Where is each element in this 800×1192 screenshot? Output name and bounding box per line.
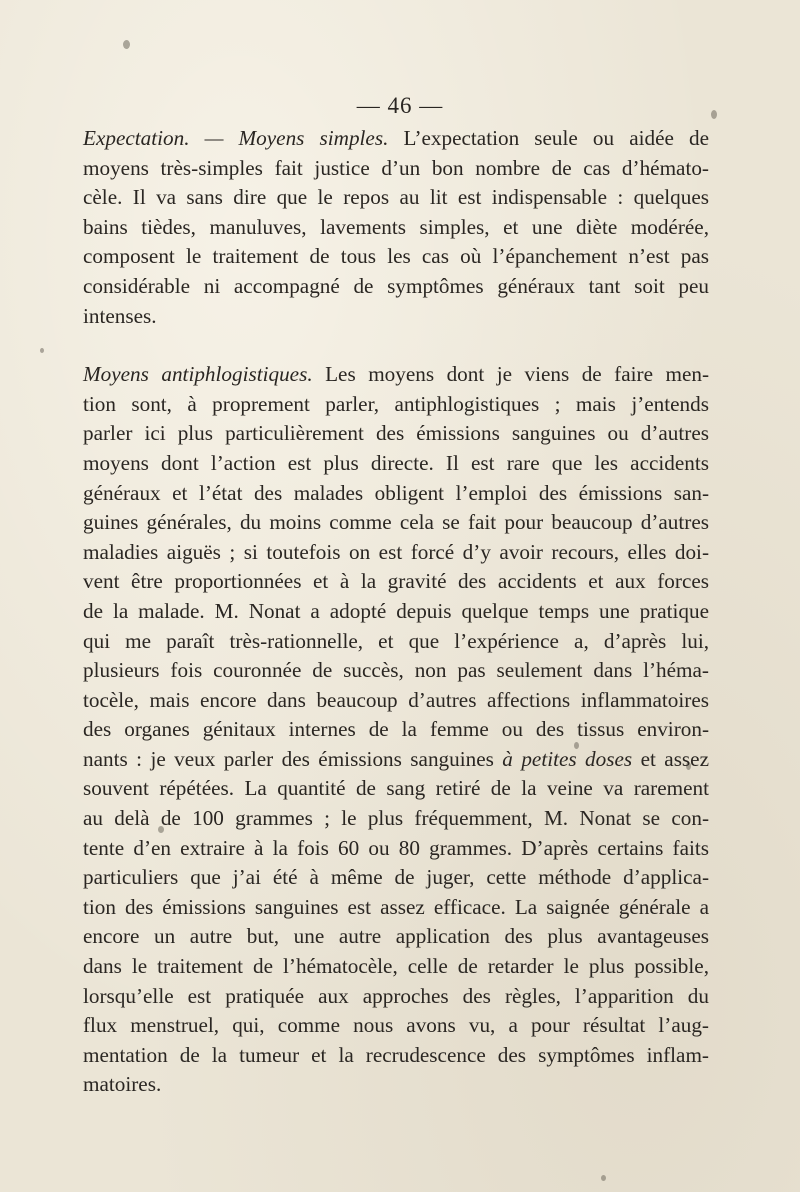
line-text: considérable ni accompagné de symptômes généraux tant soit peu [83,273,709,298]
line-text: matoires. [83,1072,162,1097]
text-line [83,124,709,154]
section-heading: Moyens antiphlogistiques. [83,362,313,387]
text-line [83,804,709,834]
text-line [83,213,709,243]
text-line [83,893,709,923]
page-number: — 46 — [356,93,444,118]
line-text: mentation de la tumeur et la recrudescence des symptômes inflam- [83,1042,709,1067]
line-text: tente d’en extraire à la fois 60 ou 80 grammes. D’après certains faits [83,835,709,860]
text-line [83,1011,709,1041]
text-line [83,715,709,745]
line-text: encore un autre but, une autre application des plus avantageuses [83,924,709,949]
text-line [83,686,709,716]
text-line [83,1070,709,1100]
ink-speck [40,348,44,353]
text-line [83,952,709,982]
ink-speck [123,40,130,49]
text-line [83,863,709,893]
line-text: et assez [632,746,709,771]
emphasis-text: à petites doses [502,746,633,771]
line-text: bains tièdes, manuluves, lavements simples, et une diète modérée, [83,214,709,239]
text-line [83,774,709,804]
line-text: flux menstruel, qui, comme nous avons vu, a pour résultat l’aug- [83,1013,709,1038]
line-text: vent être proportionnées et à la gravité des accidents et aux forces [83,569,709,594]
line-text: particuliers que j’ai été à même de juger, cette méthode d’applica- [83,865,709,890]
text-line [83,656,709,686]
line-text: composent le traitement de tous les cas où l’épanchement n’est pas [83,244,709,269]
line-text: tion des émissions sanguines est assez efficace. La saignée générale a [83,894,709,919]
line-text: souvent répétées. La quantité de sang retiré de la veine va rarement [83,776,709,801]
line-text: L’expectation seule ou aidée de [388,126,709,150]
line-text: au delà de 100 grammes ; le plus fréquemment, M. Nonat se con- [83,806,709,831]
line-text: plusieurs fois couronnée de succès, non pas seulement dans l’héma- [83,658,709,683]
text-line [83,567,709,597]
line-text: guines générales, du moins comme cela se fait pour beaucoup d’autres [83,510,709,535]
text-line [83,627,709,657]
line-text: des organes génitaux internes de la femme ou des tissus environ- [83,717,709,742]
document-body [83,124,709,1100]
line-text: généraux et l’état des malades obligent l’emploi des émissions san- [83,480,709,505]
paragraph-antiphlogistiques [83,360,709,1100]
line-text: tion sont, à proprement parler, antiphlogistiques ; mais j’entends [83,391,709,416]
text-line [83,922,709,952]
text-line [83,154,709,184]
text-line [83,360,709,390]
text-line [83,242,709,272]
text-line [83,419,709,449]
line-text: Les moyens dont je viens de faire men- [312,362,709,387]
text-line [83,745,709,775]
text-line [83,538,709,568]
text-line [83,390,709,420]
text-line [83,1041,709,1071]
text-line [83,508,709,538]
line-text: de la malade. M. Nonat a adopté depuis quelque temps une pratique [83,598,709,623]
line-text: moyens dont l’action est plus directe. Il est rare que les accidents [83,450,709,475]
text-line [83,449,709,479]
line-text: tocèle, mais encore dans beaucoup d’autres affections inflammatoires [83,687,709,712]
text-line [83,982,709,1012]
line-text: intenses. [83,303,157,328]
text-line [83,183,709,213]
text-line [83,272,709,302]
line-text: lorsqu’elle est pratiquée aux approches des règles, l’apparition du [83,983,709,1008]
line-text: cèle. Il va sans dire que le repos au lit est indispensable : quelques [83,185,709,210]
line-text: maladies aiguës ; si toutefois on est forcé d’y avoir recours, elles doi- [83,539,709,564]
line-text: moyens très-simples fait justice d’un bon nombre de cas d’hémato- [83,155,709,180]
section-heading: Expectation. — Moyens simples. [83,126,389,150]
line-text: qui me paraît très-rationnelle, et que l’expérience a, d’après lui, [83,628,709,653]
line-text: parler ici plus particulièrement des émissions sanguines ou d’autres [83,421,709,446]
text-line [83,302,709,332]
line-text: nants : je veux parler des émissions sanguines [83,746,503,771]
line-text: dans le traitement de l’hématocèle, celle de retarder le plus possible, [83,954,709,979]
paragraph-expectation [83,124,709,331]
text-line [83,479,709,509]
text-line [83,834,709,864]
text-line [83,597,709,627]
ink-speck [601,1175,606,1181]
